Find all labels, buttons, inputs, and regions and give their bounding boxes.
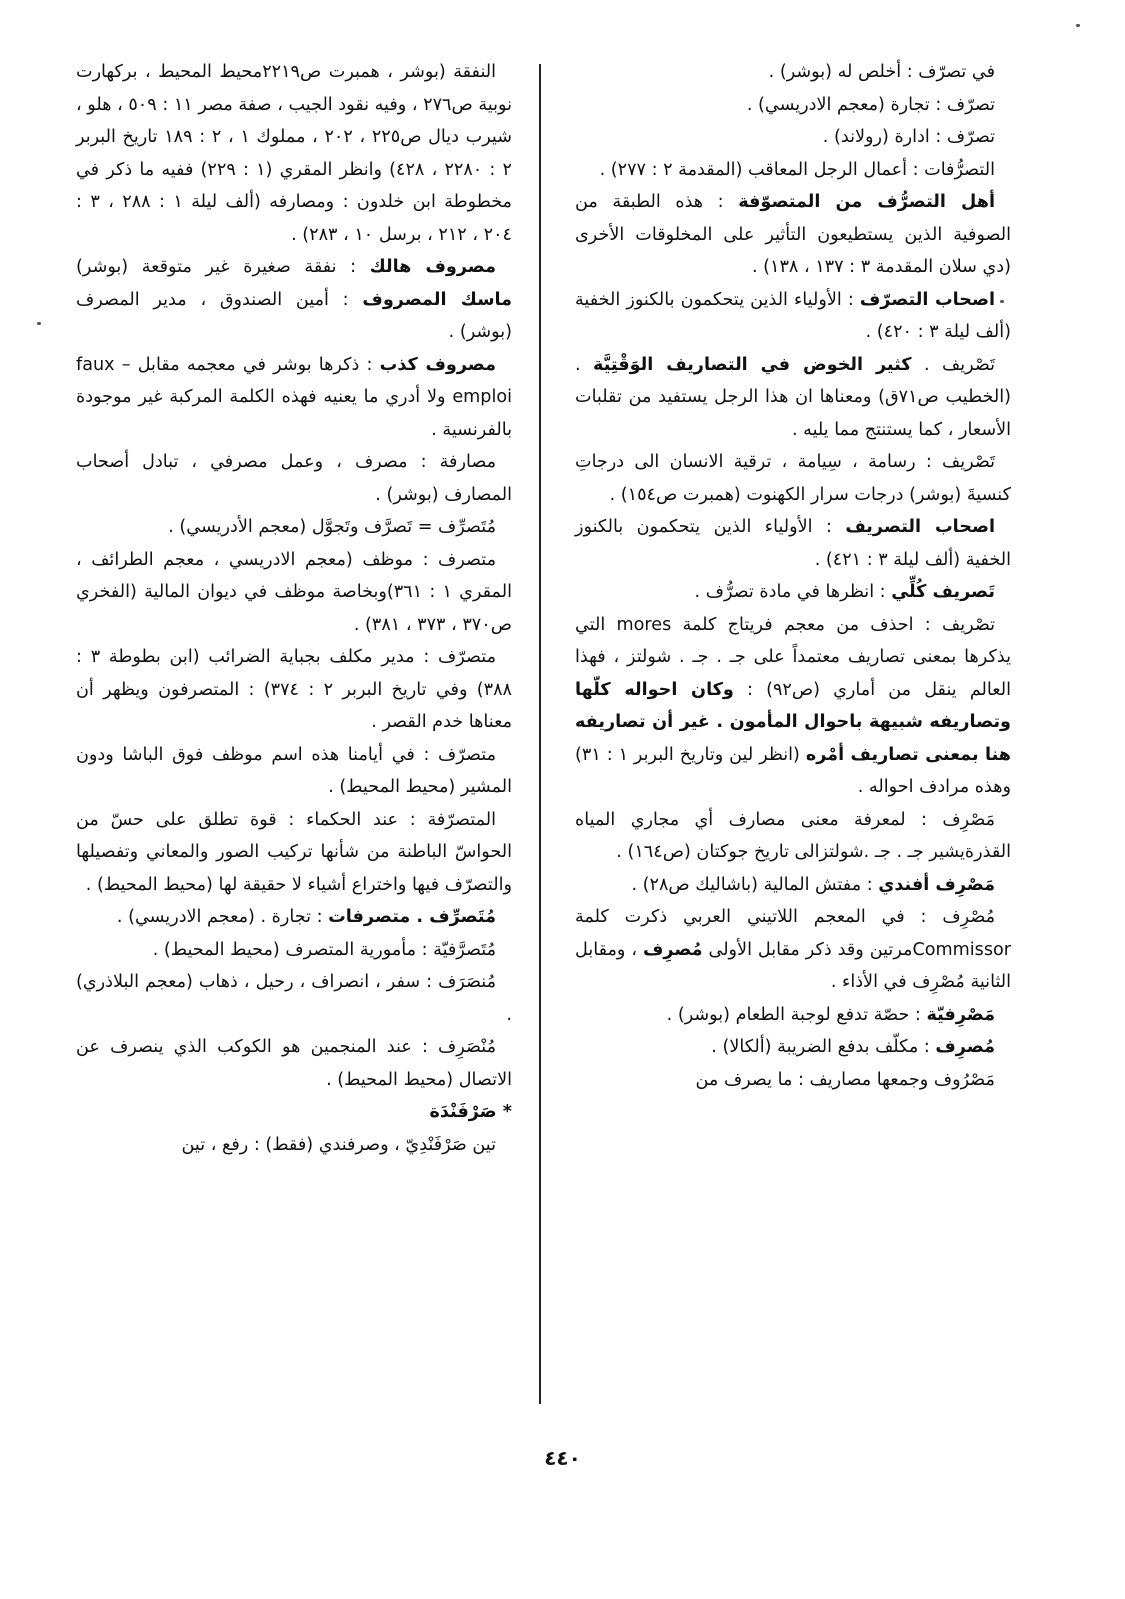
dictionary-entry: [76, 349, 512, 447]
section-heading: [76, 1096, 512, 1129]
entry-headword: تَصريف كُلِّي: [891, 582, 995, 602]
entry-text: مُتَصرَّفيّة : مأمورية المتصرف (محيط المحيط) .: [152, 939, 496, 960]
dictionary-entry: [575, 869, 1011, 902]
entry-headword: مَصْرِفيّة: [926, 1004, 995, 1025]
entry-text: : ذكرها بوشر في معجمه مقابل faux – emploi ولا أدري ما يعنيه فهذه الكلمة المركبة غير موجودة بالفرنسية .: [76, 354, 512, 440]
dictionary-entry: [76, 251, 512, 349]
dictionary-entry: [76, 511, 512, 544]
entry-text: : أمين الصندوق ، مدير المصرف (بوشر) .: [76, 289, 512, 342]
entry-text: : مكلّف بدفع الضريبة (ألكالا) .: [711, 1037, 936, 1057]
dictionary-entry: [575, 186, 1011, 284]
dictionary-entry: [76, 966, 512, 1031]
dictionary-entry: [76, 901, 512, 934]
entry-text: : هذه الطبقة من الصوفية الذين يستطيعون التأثير على المخلوقات الأخرى (دي سلان المقدمة ٣ : ١٣٧ ، ١٣٨) .: [575, 192, 1011, 277]
entry-text: تين صَرْفَنْدِيّ ، وصرفندي (فقط) : رفع ، تين: [181, 1134, 496, 1155]
dictionary-entry: [575, 349, 1011, 447]
entry-text: تصرّف : تجارة (معجم الادريسي) .: [746, 94, 995, 115]
entry-headword: مُتَصرِّف . متصرفات: [328, 907, 496, 927]
dictionary-entry: [575, 121, 1011, 154]
entry-headword: أهل التصرُّف من المتصوّفة: [738, 192, 995, 212]
entry-headword: مُصرِف: [642, 939, 703, 960]
entry-headword: ماسك المصروف: [362, 289, 512, 310]
entry-text: (انظر لين وتاريخ البربر ١ : ٣١) وهذه مرادف احواله .: [575, 744, 1011, 797]
dictionary-entry: [575, 1031, 1011, 1064]
entry-text: مَصْرُوف وجمعها مصاريف : ما يصرف من: [695, 1069, 995, 1090]
left-column: [76, 56, 512, 1161]
dictionary-entry: [76, 641, 512, 739]
dictionary-entry: [575, 511, 1011, 576]
dictionary-entry: [575, 576, 1011, 609]
dictionary-entry: [76, 934, 512, 967]
entry-text: : مفتش المالية (باشاليك ص٢٨) .: [631, 874, 879, 895]
entry-text: في تصرّف : أخلص له (بوشر) .: [768, 62, 995, 82]
entry-text: ، ومقابل الثانية مُصْرِف في الأذاء .: [575, 939, 1011, 992]
entry-text: مُصْرِف : في المعجم اللاتيني العربي ذكرت كلمة Commissorمرتين وقد ذكر مقابل الأولى: [575, 907, 1011, 960]
entry-text: : الأولياء الذين يتحكمون بالكنوز الخفية (ألف ليلة ٣ : ٤٢١) .: [575, 517, 1011, 570]
dictionary-entry: [575, 1064, 1011, 1097]
entry-text: تَصْريف .: [911, 354, 995, 375]
entry-text: مَصْرِف : لمعرفة معنى مصارف أي مجاري المياه القذرةيشير جـ . جـ .شولتزالى تاريخ جوكتان (ص١٦٤) .: [575, 809, 1011, 862]
entry-headword: مصروف كذب: [379, 354, 497, 375]
dictionary-entry: [575, 999, 1011, 1032]
entry-text: تصرّف : ادارة (رولاند) .: [822, 127, 995, 147]
entry-headword: اصحاب التصريف: [845, 517, 995, 537]
dictionary-entry: [575, 89, 1011, 122]
dictionary-entry: [575, 609, 1011, 804]
entry-text: متصرّف : في أيامنا هذه اسم موظف فوق الباشا ودون المشير (محيط المحيط) .: [76, 744, 512, 797]
dictionary-entry: [76, 1129, 512, 1162]
entry-headword: اصحاب التصرّف: [859, 289, 995, 310]
entry-headword: * صَرْفَنْدَة: [429, 1102, 512, 1122]
entry-text: المتصرّفة : عند الحكماء : قوة تطلق على حسّ من الحواسّ الباطنة من شأنها تركيب الصور والمعاني وتفصيلها والتصرّف فيها واختراع أشياء لا حقيقة لها (محيط المحيط) .: [76, 809, 512, 895]
entry-headword: مصروف هالك: [369, 257, 497, 277]
dictionary-entry: [76, 804, 512, 902]
scan-speck: [1076, 24, 1080, 27]
dictionary-entry: [575, 56, 1011, 89]
dictionary-entry: [76, 446, 512, 511]
dictionary-entry: [76, 544, 512, 642]
entry-text: متصرف : موظف (معجم الادريسي ، معجم الطرائف ، المقري ١ : ٣٦١)وبخاصة موظف في ديوان المالية (الفخري ص٣٧٠ ، ٣٧٣ ، ٣٨١) .: [76, 549, 512, 635]
entry-text: التصرُّفات : أعمال الرجل المعاقب (المقدمة ٢ : ٢٧٧) .: [599, 159, 995, 180]
page-number: ٤٤٠: [544, 1446, 581, 1470]
scan-speck: [37, 322, 41, 325]
entry-text: النفقة (بوشر ، همبرت ص٢٢١٩محيط المحيط ، بركهارت نوبية ص٢٧٦ ، وفيه نقود الجيب ، صفة مصر ١١ : ٥٠٩ ، هلو ، شيرب ديال ص٢٢٥ ، ٢٠٢ ، مملوك ١ ، ٢ : ١٨٩ تاريخ البربر ٢ : ٢٢٨٠ ، ٤٢٨) وانظر المقري (١ : ٢٢٩) ففيه ما ذكر في مخطوطة ابن خلدون : ومصارفه (ألف ليلة ١ : ٢٨٨ ، ٣ : ٢٠٤ ، ٢١٢ ، برسل ١٠ ، ٢٨٣) .: [76, 62, 512, 245]
dictionary-entry: [76, 739, 512, 804]
dictionary-entry: [76, 1031, 512, 1096]
right-column: [575, 56, 1011, 1096]
entry-headword: كثير الخوض في التصاريف الوَقْتِيَّة: [593, 354, 912, 375]
entry-headword: مَصْرِف أفندي: [878, 874, 995, 895]
entry-text: مُتَصرِّف = تَصرَّف وتَجوَّل (معجم الأدريسي) .: [168, 517, 496, 537]
entry-text: : الأولياء الذين يتحكمون بالكنوز الخفية (ألف ليلة ٣ : ٤٢٠) .: [575, 289, 1011, 342]
dictionary-entry: [575, 154, 1011, 187]
entry-text: : حصّة تدفع لوجبة الطعام (بوشر) .: [666, 1004, 927, 1025]
column-divider: [539, 64, 541, 1404]
dictionary-entry: [575, 446, 1011, 511]
dictionary-entry: [76, 56, 512, 251]
entry-text: تصْريف : احذف من معجم فريتاج كلمة mores التي يذكرها بمعنى تصاريف معتمداً على جـ . جـ . شولتز ، فهذا العالم ينقل من أماري (ص٩٢) :: [575, 614, 1011, 700]
entry-text: : تجارة . (معجم الادريسي) .: [116, 907, 329, 927]
entry-text: مُنْصَرِف : عند المنجمين هو الكوكب الذي ينصرف عن الاتصال (محيط المحيط) .: [76, 1037, 512, 1090]
dictionary-entry: [575, 284, 1011, 349]
entry-text: مصارفة : مصرف ، وعمل مصرفي ، تبادل أصحاب المصارف (بوشر) .: [76, 452, 512, 505]
scan-speck: [1000, 300, 1004, 303]
entry-headword: مُصرِف: [935, 1037, 995, 1057]
entry-text: : نفقة صغيرة غير متوقعة (بوشر): [76, 257, 370, 277]
entry-headword: وكان احواله كلّها وتصاريفه شبيهة باحوال المأمون . غير أن تصاريفه هنا بمعنى تصاريف أمْره: [575, 679, 1011, 765]
entry-text: . (الخطيب ص٧١ق) ومعناها ان هذا الرجل يستفيد من تقلبات الأسعار ، كما يستنتج مما يليه .: [575, 354, 1011, 440]
entry-text: مُنصَرَف : سفر ، انصراف ، رحيل ، ذهاب (معجم البلاذري) .: [76, 972, 512, 1025]
entry-text: متصرّف : مدير مكلف بجباية الضرائب (ابن بطوطة ٣ : ٣٨٨) وفي تاريخ البربر ٢ : ٣٧٤) : المتصرفون ويظهر أن معناها خدم القصر .: [76, 647, 512, 732]
dictionary-entry: [575, 901, 1011, 999]
entry-text: : انظرها في مادة تصرُّف .: [694, 582, 892, 602]
dictionary-entry: [575, 804, 1011, 869]
entry-text: تَصْريف : رسامة ، سِيامة ، ترقية الانسان الى درجاتِ كنسيةَ (بوشر) درجات سرار الكهنوت (همبرت ص١٥٤) .: [575, 452, 1011, 505]
